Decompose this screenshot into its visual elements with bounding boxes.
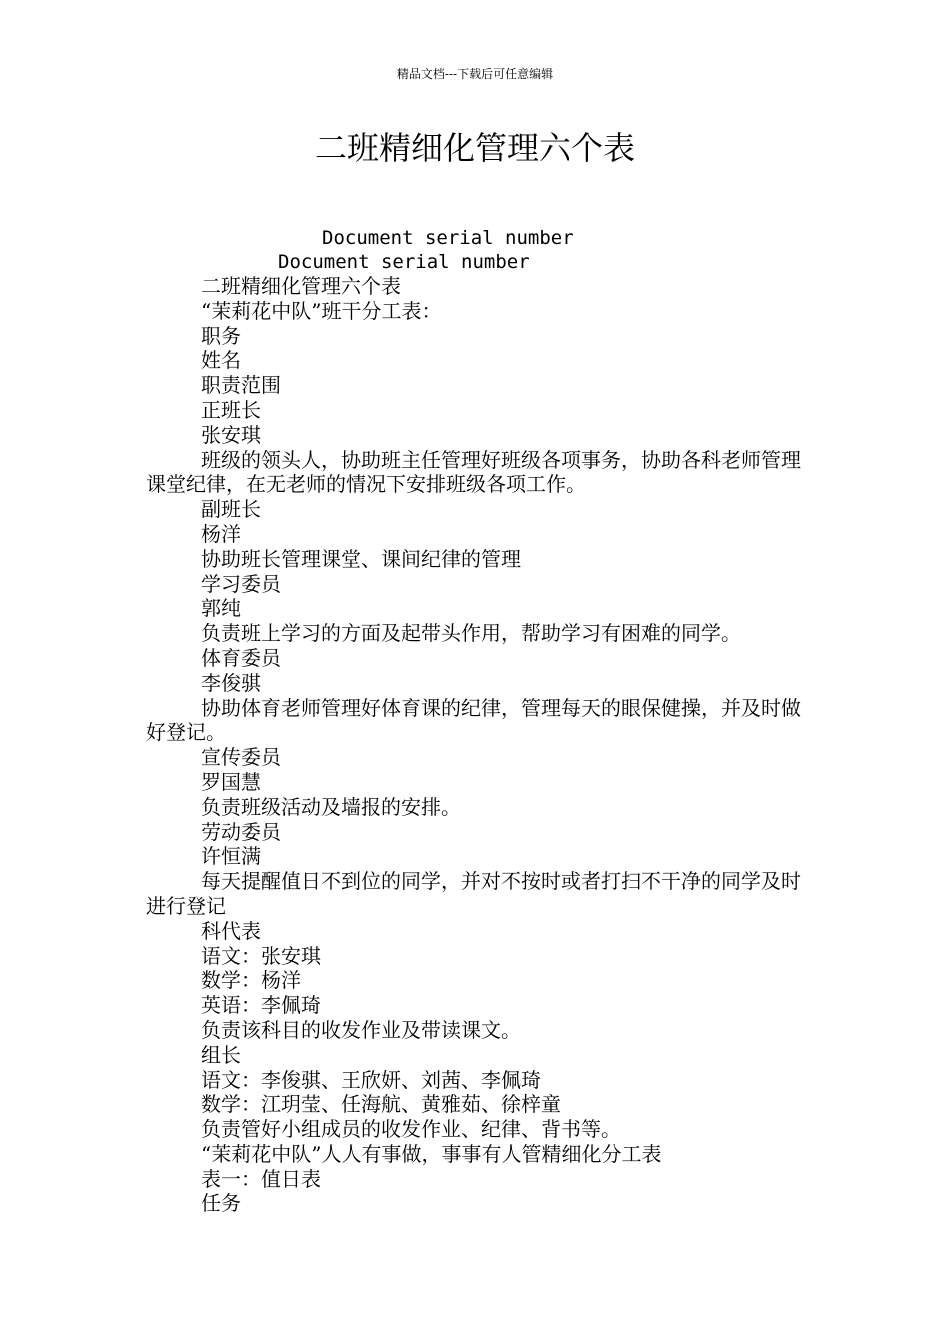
paragraph: 协助班长管理课堂、课间纪律的管理 bbox=[201, 546, 521, 571]
document-serial-number-1: Document serial number bbox=[322, 227, 574, 249]
paragraph: 表一：值日表 bbox=[201, 1166, 321, 1191]
paragraph: 姓名 bbox=[201, 348, 241, 373]
paragraph: 英语：李佩琦 bbox=[201, 993, 321, 1018]
paragraph: 杨洋 bbox=[201, 521, 241, 546]
paragraph: 每天提醒值日不到位的同学，并对不按时或者打扫不干净的同学及时进行登记 bbox=[146, 869, 801, 918]
paragraph: 宣传委员 bbox=[201, 745, 281, 770]
paragraph: 数学：江玥莹、任海航、黄雅茹、徐梓童 bbox=[201, 1092, 561, 1117]
paragraph: 组长 bbox=[201, 1042, 241, 1067]
paragraph: 郭纯 bbox=[201, 596, 241, 621]
paragraph: 职责范围 bbox=[201, 373, 281, 398]
paragraph: 负责班上学习的方面及起带头作用，帮助学习有困难的同学。 bbox=[201, 621, 741, 646]
paragraph: 班级的领头人，协助班主任管理好班级各项事务，协助各科老师管理课堂纪律，在无老师的情况下安排班级各项工作。 bbox=[146, 447, 801, 497]
paragraph: 协助体育老师管理好体育课的纪律，管理每天的眼保健操，并及时做好登记。 bbox=[146, 695, 801, 745]
paragraph: 体育委员 bbox=[201, 645, 281, 670]
paragraph: 科代表 bbox=[201, 918, 261, 943]
document-body bbox=[146, 274, 810, 1216]
paragraph: 正班长 bbox=[201, 397, 261, 422]
paragraph: 学习委员 bbox=[201, 571, 281, 596]
paragraph: 语文：李俊骐、王欣妍、刘茜、李佩琦 bbox=[201, 1067, 541, 1092]
paragraph: “茉莉花中队”班干分工表： bbox=[201, 298, 442, 323]
document-serial-number-2: Document serial number bbox=[278, 251, 530, 273]
paragraph: 许恒满 bbox=[201, 844, 261, 869]
paragraph: 语文：张安琪 bbox=[201, 943, 321, 968]
paragraph: 职务 bbox=[201, 323, 241, 348]
paragraph: “茉莉花中队”人人有事做，事事有人管精细化分工表 bbox=[201, 1141, 662, 1166]
paragraph: 任务 bbox=[201, 1191, 241, 1216]
document-title: 二班精细化管理六个表 bbox=[314, 129, 635, 167]
paragraph: 负责管好小组成员的收发作业、纪律、背书等。 bbox=[201, 1117, 621, 1142]
paragraph: 李俊骐 bbox=[201, 670, 261, 695]
paragraph: 负责该科目的收发作业及带读课文。 bbox=[201, 1017, 521, 1042]
page-header: 精品文档---下载后可任意编辑 bbox=[396, 67, 554, 81]
paragraph: 罗国慧 bbox=[201, 769, 261, 794]
paragraph: 数学：杨洋 bbox=[201, 968, 301, 993]
paragraph: 张安琪 bbox=[201, 422, 261, 447]
paragraph: 副班长 bbox=[201, 497, 261, 522]
paragraph: 负责班级活动及墙报的安排。 bbox=[201, 794, 461, 819]
paragraph: 劳动委员 bbox=[201, 819, 281, 844]
paragraph: 二班精细化管理六个表 bbox=[201, 274, 401, 298]
